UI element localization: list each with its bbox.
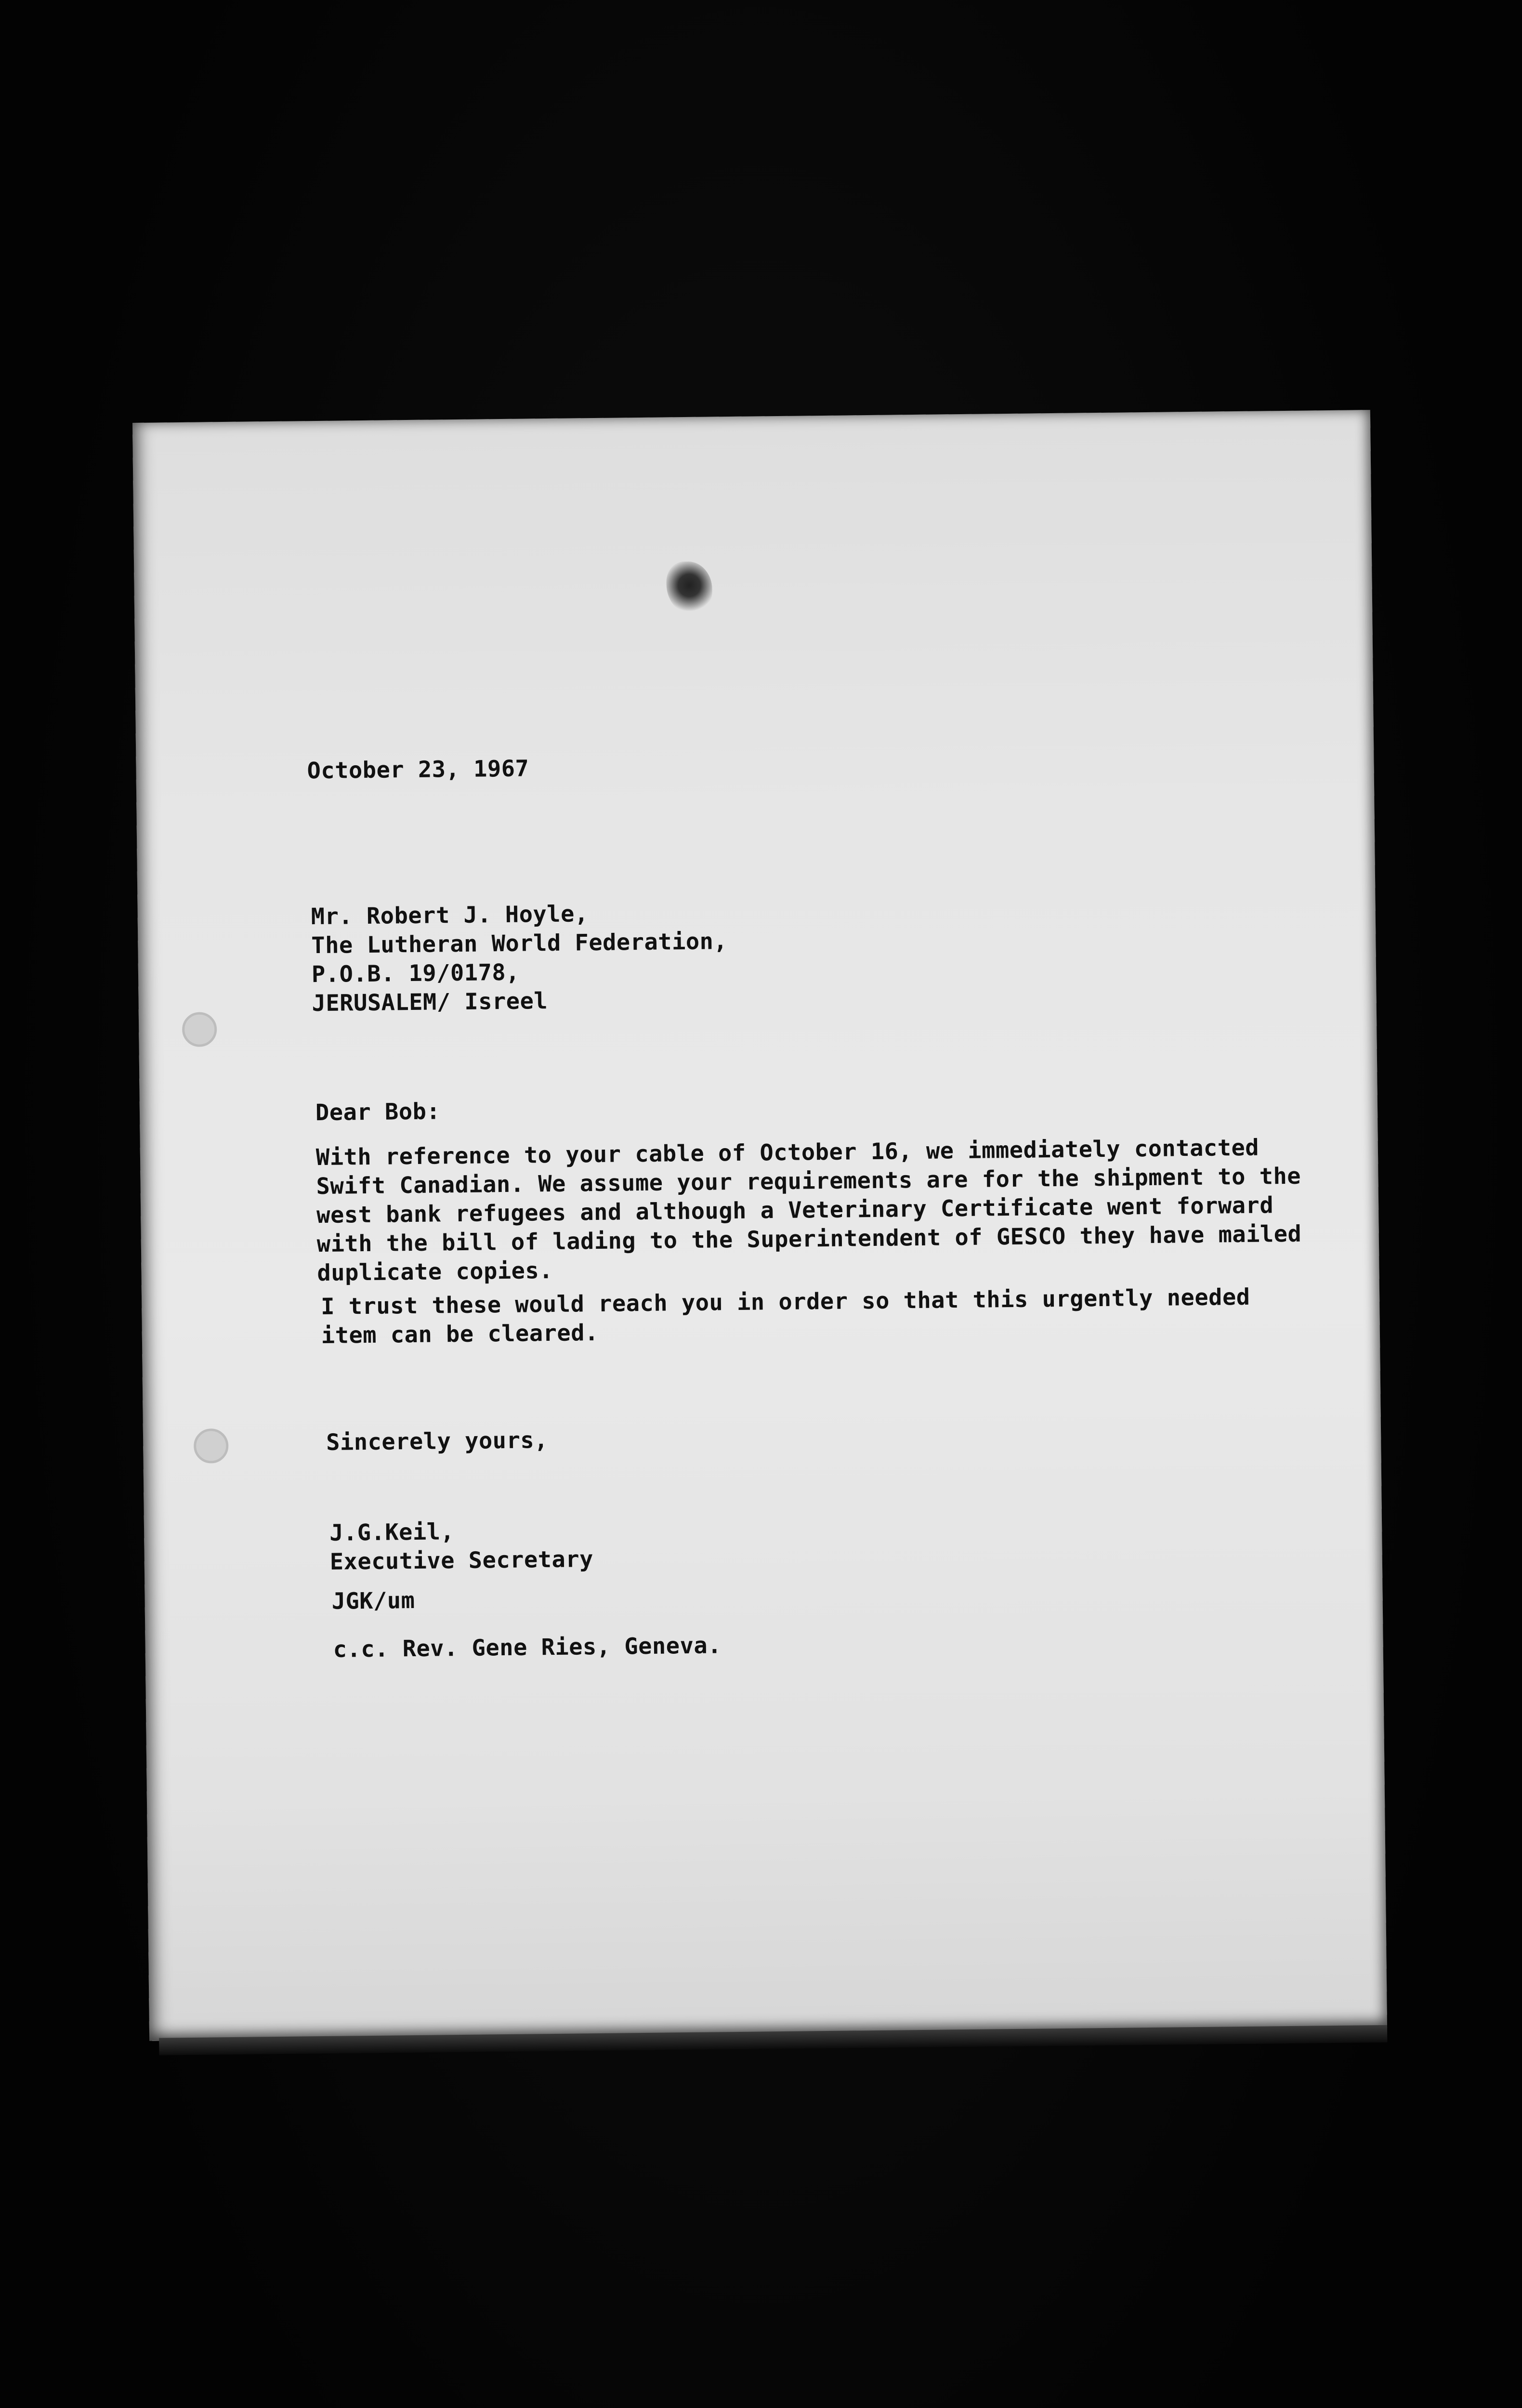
paper-stain [666, 561, 712, 615]
punch-hole [194, 1428, 229, 1464]
salutation: Dear Bob: [315, 1098, 441, 1126]
closing: Sincerely yours, [326, 1427, 549, 1456]
signature-block [329, 1516, 593, 1577]
body-line: With reference to your cable of October 16, we immediately contacted [315, 1134, 1260, 1171]
body-line: I trust these would reach you in order so that this urgently needed [320, 1283, 1250, 1321]
body-line: west bank refugees and although a Veterinary Certificate went forward [316, 1192, 1274, 1229]
carbon-copy-line: c.c. Rev. Gene Ries, Geneva. [333, 1632, 722, 1663]
body-paragraph-1 [316, 1133, 1302, 1288]
address-line: Mr. Robert J. Hoyle, [311, 901, 589, 930]
letter-date: October 23, 1967 [307, 755, 529, 785]
body-line: Swift Canadian. We assume your requirements are for the shipment to the [316, 1163, 1301, 1200]
address-line: P.O.B. 19/0178, [311, 959, 520, 988]
address-line: The Lutheran World Federation, [311, 928, 728, 959]
body-line: item can be cleared. [321, 1319, 599, 1349]
body-line: with the bill of lading to the Superintendent of GESCO they have mailed [316, 1220, 1302, 1258]
punch-hole [182, 1012, 217, 1047]
typist-initials: JGK/um [331, 1587, 415, 1615]
recipient-address [311, 898, 728, 1018]
address-line: JERUSALEM/ Isreel [312, 988, 548, 1017]
letter-page [132, 410, 1387, 2041]
signer-name: J.G.Keil, [329, 1518, 455, 1546]
body-paragraph-2 [321, 1283, 1251, 1350]
body-line: duplicate copies. [317, 1257, 553, 1287]
signer-title: Executive Secretary [329, 1546, 594, 1575]
